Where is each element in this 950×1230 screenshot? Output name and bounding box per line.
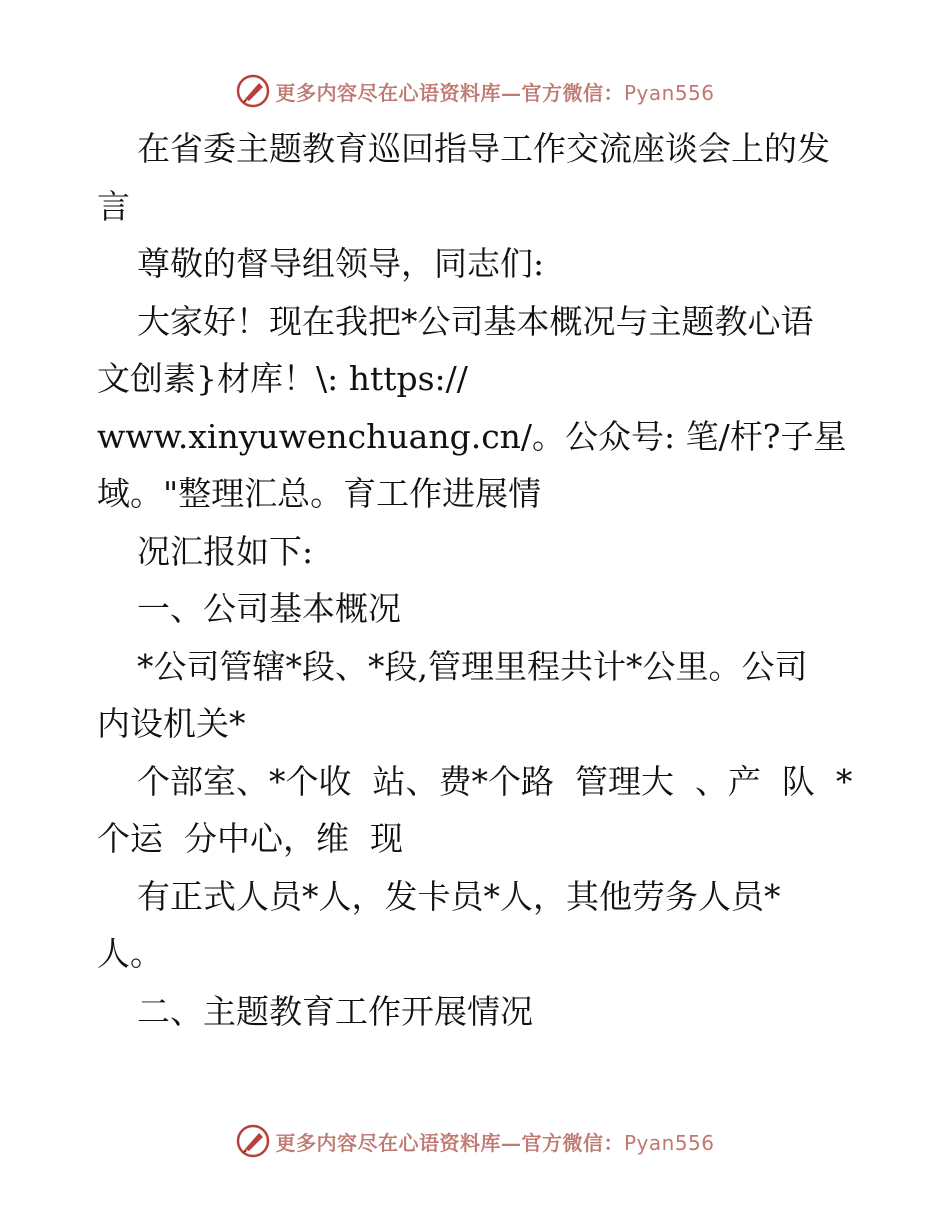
text-line: 个运 分中心，维 现: [97, 819, 403, 858]
header-banner: [0, 71, 950, 111]
text-line: 言: [97, 186, 130, 226]
wechat-id: Pyan556: [623, 1130, 715, 1155]
text-line: www.xinyuwenchuang.cn/。公众号: 笔/杆?子星: [97, 416, 847, 456]
document-body: [97, 120, 857, 1040]
banner-text: 更多内容尽在心语资料库—官方微信：Pyan556: [275, 1130, 715, 1155]
pen-logo-icon: [235, 73, 271, 109]
text-line: 大家好！现在我把*公司基本概况与主题教心语: [137, 301, 814, 341]
text-line: 内设机关*: [97, 704, 246, 743]
pen-logo-icon: [235, 1123, 271, 1159]
text-line: 文创素}材库！\: https://: [97, 359, 468, 398]
text-line: 在省委主题教育巡回指导工作交流座谈会上的发: [137, 129, 830, 168]
wechat-id: Pyan556: [623, 80, 715, 105]
text-line: 个部室、*个收 站、费*个路 管理大 、产 队 *: [137, 761, 853, 801]
text-line: 况汇报如下:: [137, 531, 314, 571]
text-line: 人。: [97, 934, 163, 973]
text-line: 域。"整理汇总。育工作进展情: [97, 474, 542, 513]
footer-banner: [0, 1121, 950, 1161]
text-line: *公司管辖*段、*段,管理里程共计*公里。公司: [137, 646, 808, 686]
banner-text: 更多内容尽在心语资料库—官方微信：Pyan556: [275, 80, 715, 105]
text-line: 一、公司基本概况: [137, 589, 401, 628]
text-line: 尊敬的督导组领导，同志们:: [137, 244, 545, 283]
text-line: 有正式人员*人，发卡员*人，其他劳务人员*: [137, 876, 781, 916]
text-line: 二、主题教育工作开展情况: [137, 991, 533, 1031]
